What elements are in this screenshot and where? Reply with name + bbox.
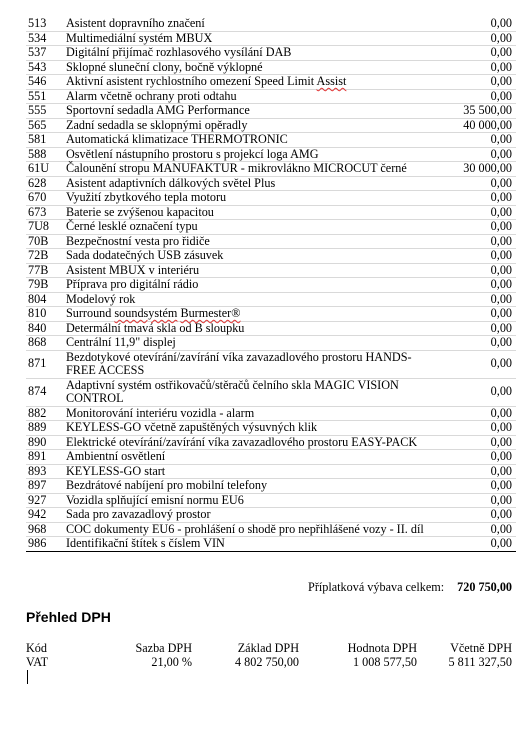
item-price: 0,00 <box>439 421 516 436</box>
table-row <box>26 147 516 162</box>
item-code: 551 <box>26 89 66 104</box>
item-price: 0,00 <box>439 350 516 378</box>
table-row <box>26 60 516 75</box>
item-price: 0,00 <box>439 17 516 31</box>
table-row <box>26 378 516 406</box>
vat-base: 4 802 750,00 <box>235 655 299 669</box>
item-code: 670 <box>26 191 66 206</box>
item-price: 0,00 <box>439 336 516 351</box>
spellcheck-word: soundsystém <box>114 306 178 320</box>
item-code: 546 <box>26 75 66 90</box>
item-description: Sada dodatečných USB zásuvek <box>66 249 439 264</box>
item-code: 882 <box>26 406 66 421</box>
item-code: 871 <box>26 350 66 378</box>
table-row <box>26 46 516 61</box>
item-description: Adaptivní systém ostřikovačů/stěračů čelního skla MAGIC VISION CONTROL <box>66 378 439 406</box>
item-description: Alarm včetně ochrany proti odtahu <box>66 89 439 104</box>
item-description: Automatická klimatizace THERMOTRONIC <box>66 133 439 148</box>
item-code: 581 <box>26 133 66 148</box>
item-code: 72B <box>26 249 66 264</box>
table-row <box>26 336 516 351</box>
table-row <box>26 292 516 307</box>
item-code: 61U <box>26 162 66 177</box>
item-description: Využití zbytkového tepla motoru <box>66 191 439 206</box>
item-code: 927 <box>26 493 66 508</box>
vat-header-row <box>26 641 516 655</box>
item-code: 891 <box>26 450 66 465</box>
item-price: 35 500,00 <box>439 104 516 119</box>
item-description: Digitální přijímač rozhlasového vysílání DAB <box>66 46 439 61</box>
vat-header-rate: Sazba DPH <box>135 641 192 655</box>
item-description: Sklopné sluneční clony, bočně výklopné <box>66 60 439 75</box>
item-price: 0,00 <box>439 508 516 523</box>
item-description: Asistent adaptivních dálkových světel Plus <box>66 176 439 191</box>
item-price: 0,00 <box>439 133 516 148</box>
item-description: Identifikační štítek s číslem VIN <box>66 537 439 552</box>
item-price: 0,00 <box>439 321 516 336</box>
item-price: 0,00 <box>439 60 516 75</box>
vat-amount: 1 008 577,50 <box>353 655 417 669</box>
table-row <box>26 508 516 523</box>
item-description: Modelový rok <box>66 292 439 307</box>
text-cursor[interactable] <box>27 670 28 684</box>
table-row <box>26 133 516 148</box>
item-price: 0,00 <box>439 292 516 307</box>
item-code: 70B <box>26 234 66 249</box>
item-price: 40 000,00 <box>439 118 516 133</box>
item-code: 537 <box>26 46 66 61</box>
vat-code: VAT <box>26 655 49 669</box>
item-code: 543 <box>26 60 66 75</box>
item-price: 0,00 <box>439 537 516 552</box>
table-row <box>26 450 516 465</box>
item-description: Surround soundsystém Burmester® <box>66 307 439 322</box>
item-price: 0,00 <box>439 278 516 293</box>
item-code: 804 <box>26 292 66 307</box>
item-code: 588 <box>26 147 66 162</box>
item-description: Příprava pro digitální rádio <box>66 278 439 293</box>
item-code: 968 <box>26 522 66 537</box>
table-row <box>26 464 516 479</box>
item-description: Centrální 11,9" displej <box>66 336 439 351</box>
vat-heading: Přehled DPH <box>26 609 111 625</box>
equipment-table-body <box>26 17 516 551</box>
item-code: 513 <box>26 17 66 31</box>
item-price: 0,00 <box>439 191 516 206</box>
item-price: 0,00 <box>439 89 516 104</box>
item-description: Vozidla splňující emisní normu EU6 <box>66 493 439 508</box>
item-code: 942 <box>26 508 66 523</box>
item-description: Multimediální systém MBUX <box>66 31 439 46</box>
item-description: KEYLESS-GO start <box>66 464 439 479</box>
item-code: 673 <box>26 205 66 220</box>
item-price: 30 000,00 <box>439 162 516 177</box>
table-row <box>26 17 516 31</box>
item-price: 0,00 <box>439 493 516 508</box>
item-code: 77B <box>26 263 66 278</box>
item-price: 0,00 <box>439 75 516 90</box>
table-row <box>26 104 516 119</box>
table-row <box>26 263 516 278</box>
vat-header-total: Včetně DPH <box>450 641 512 655</box>
vat-table <box>26 641 516 669</box>
item-description: COC dokumenty EU6 - prohlášení o shodě pro nepřihlášené vozy - II. díl <box>66 522 439 537</box>
item-code: 7U8 <box>26 220 66 235</box>
item-price: 0,00 <box>439 234 516 249</box>
item-price: 0,00 <box>439 205 516 220</box>
item-description: Asistent dopravního značení <box>66 17 439 31</box>
item-description: Monitorování interiéru vozidla - alarm <box>66 406 439 421</box>
item-description: Černé lesklé označení typu <box>66 220 439 235</box>
item-description: Ambientní osvětlení <box>66 450 439 465</box>
vat-header-amount: Hodnota DPH <box>347 641 417 655</box>
item-code: 889 <box>26 421 66 436</box>
item-description: Zadní sedadla se sklopnými opěradly <box>66 118 439 133</box>
equipment-table <box>26 17 516 552</box>
spellcheck-word: Assist <box>316 74 347 88</box>
table-row <box>26 191 516 206</box>
item-price: 0,00 <box>439 176 516 191</box>
item-price: 0,00 <box>439 479 516 494</box>
item-code: 565 <box>26 118 66 133</box>
item-description: Bezdrátové nabíjení pro mobilní telefony <box>66 479 439 494</box>
table-row <box>26 75 516 90</box>
table-row <box>26 406 516 421</box>
item-description: Asistent MBUX v interiéru <box>66 263 439 278</box>
table-row <box>26 350 516 378</box>
item-code: 534 <box>26 31 66 46</box>
item-code: 890 <box>26 435 66 450</box>
table-row <box>26 493 516 508</box>
item-description: Sportovní sedadla AMG Performance <box>66 104 439 119</box>
equipment-total <box>26 580 512 595</box>
table-row <box>26 89 516 104</box>
table-row <box>26 176 516 191</box>
table-row <box>26 249 516 264</box>
item-description: Elektrické otevírání/zavírání víka zavazadlového prostoru EASY-PACK <box>66 435 439 450</box>
item-price: 0,00 <box>439 46 516 61</box>
table-row <box>26 118 516 133</box>
table-row <box>26 278 516 293</box>
item-description: Determální tmavá skla od B sloupku <box>66 321 439 336</box>
table-row <box>26 321 516 336</box>
item-description: Čalounění stropu MANUFAKTUR - mikrovlákno MICROCUT černé <box>66 162 439 177</box>
item-description: Bezpečnostní vesta pro řidiče <box>66 234 439 249</box>
item-price: 0,00 <box>439 307 516 322</box>
item-price: 0,00 <box>439 406 516 421</box>
item-description: Bezdotykové otevírání/zavírání víka zavazadlového prostoru HANDS-FREE ACCESS <box>66 350 439 378</box>
item-code: 897 <box>26 479 66 494</box>
item-price: 0,00 <box>439 263 516 278</box>
vat-header-base: Základ DPH <box>237 641 299 655</box>
table-row <box>26 234 516 249</box>
item-code: 868 <box>26 336 66 351</box>
item-price: 0,00 <box>439 31 516 46</box>
item-price: 0,00 <box>439 220 516 235</box>
equipment-total-value: 720 750,00 <box>457 580 512 594</box>
vat-header-code: Kód <box>26 641 47 655</box>
spellcheck-word: Burmester® <box>180 306 241 320</box>
item-price: 0,00 <box>439 450 516 465</box>
item-price: 0,00 <box>439 464 516 479</box>
table-row <box>26 537 516 552</box>
item-code: 986 <box>26 537 66 552</box>
vat-rate: 21,00 % <box>151 655 192 669</box>
item-code: 874 <box>26 378 66 406</box>
item-description: Osvětlení nástupního prostoru s projekcí loga AMG <box>66 147 439 162</box>
item-code: 79B <box>26 278 66 293</box>
item-price: 0,00 <box>439 147 516 162</box>
item-description: Sada pro zavazadlový prostor <box>66 508 439 523</box>
table-row <box>26 435 516 450</box>
item-code: 628 <box>26 176 66 191</box>
item-description: Baterie se zvýšenou kapacitou <box>66 205 439 220</box>
table-row <box>26 220 516 235</box>
equipment-total-label: Příplatková výbava celkem: <box>308 580 445 594</box>
item-price: 0,00 <box>439 378 516 406</box>
item-code: 555 <box>26 104 66 119</box>
table-row <box>26 307 516 322</box>
vat-total: 5 811 327,50 <box>448 655 512 669</box>
item-code: 810 <box>26 307 66 322</box>
item-price: 0,00 <box>439 522 516 537</box>
item-description: Aktivní asistent rychlostního omezení Speed Limit Assist <box>66 75 439 90</box>
table-row <box>26 421 516 436</box>
table-row <box>26 479 516 494</box>
item-description: KEYLESS-GO včetně zapuštěných výsuvných klik <box>66 421 439 436</box>
item-price: 0,00 <box>439 435 516 450</box>
item-code: 893 <box>26 464 66 479</box>
table-row <box>26 205 516 220</box>
table-row <box>26 522 516 537</box>
item-price: 0,00 <box>439 249 516 264</box>
vat-row <box>26 655 516 669</box>
table-row <box>26 162 516 177</box>
table-row <box>26 31 516 46</box>
item-code: 840 <box>26 321 66 336</box>
